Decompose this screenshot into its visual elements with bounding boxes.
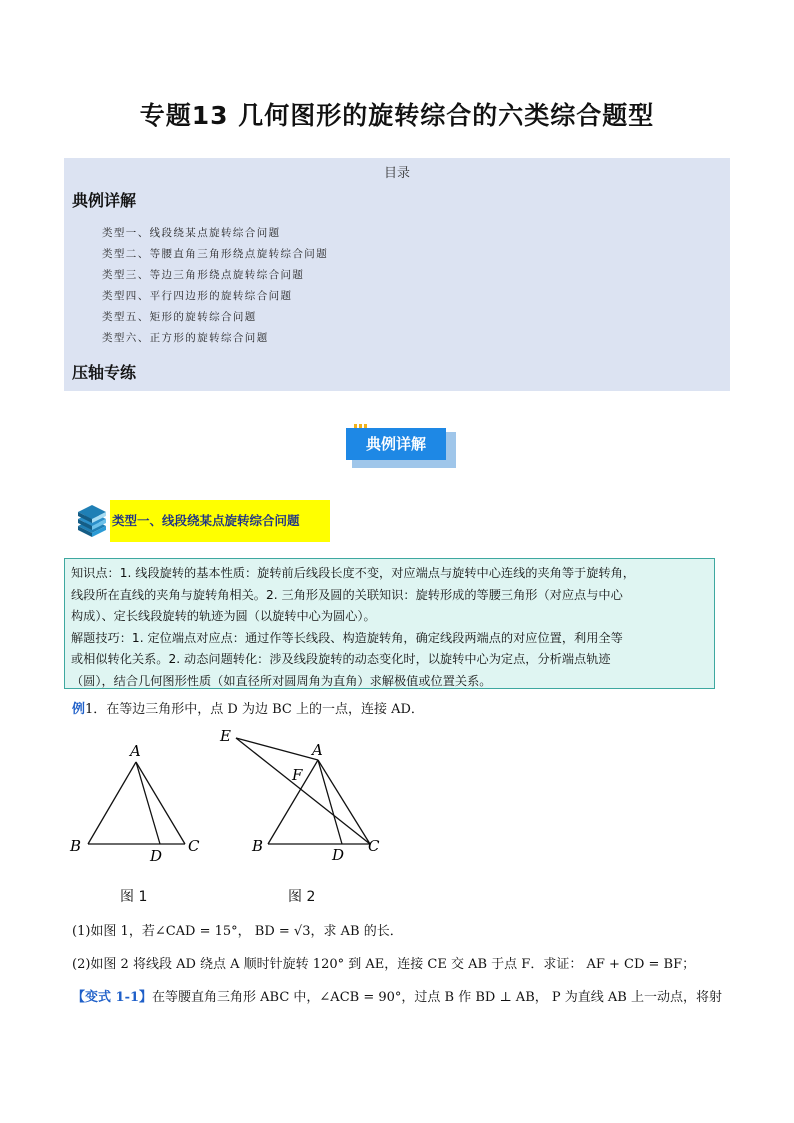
page-title: 专题13 几何图形的旋转综合的六类综合题型 bbox=[139, 101, 655, 130]
toc-item-4[interactable]: 类型四、平行四边形的旋转综合问题 bbox=[102, 290, 293, 302]
toc-section-examples[interactable]: 典例详解 bbox=[72, 191, 137, 210]
variant-line bbox=[72, 986, 722, 1005]
variant-label: 【变式 1-1】 bbox=[72, 990, 153, 1005]
knowledge-line-1: 知识点：1. 线段旋转的基本性质：旋转前后线段长度不变，对应端点与旋转中心连线的夹角等于旋转角， bbox=[71, 566, 635, 580]
figure-2-caption: 图 2 bbox=[288, 889, 316, 905]
example-text: 1．在等边三角形中，点 D 为边 BC 上的一点，连接 AD． bbox=[85, 702, 424, 717]
knowledge-box bbox=[64, 558, 715, 689]
fig2-label-f: F bbox=[292, 766, 303, 784]
fig2-label-b: B bbox=[252, 837, 264, 855]
knowledge-line-2: 线段所在直线的夹角与旋转角相关。2. 三角形及圆的关联知识：旋转形成的等腰三角形（对应点与中心 bbox=[71, 587, 623, 602]
fig2-segment-ae bbox=[236, 738, 318, 760]
fig2-segment-ad bbox=[318, 760, 342, 844]
example-label: 例 bbox=[72, 702, 86, 717]
figure-1-caption: 图 1 bbox=[120, 889, 148, 905]
knowledge-line-5: 或相似转化关系。2. 动态问题转化：涉及线段旋转的动态变化时，以旋转中心为定点，分析端点轨迹 bbox=[71, 652, 611, 666]
toc-section-practice[interactable]: 压轴专练 bbox=[72, 363, 137, 382]
toc-item-3[interactable]: 类型三、等边三角形绕点旋转综合问题 bbox=[102, 269, 305, 281]
knowledge-line-4: 解题技巧：1. 定位端点对应点：通过作等长线段、构造旋转角，确定线段两端点的对应位置，利用全等 bbox=[71, 630, 623, 645]
example-line bbox=[72, 698, 424, 717]
fig1-label-b: B bbox=[70, 837, 82, 855]
figure-2 bbox=[212, 725, 392, 870]
fig2-segment-ec bbox=[236, 738, 370, 844]
fig2-label-d: D bbox=[332, 846, 345, 864]
toc-item-6[interactable]: 类型六、正方形的旋转综合问题 bbox=[102, 332, 269, 344]
type-heading-label: 类型一、线段绕某点旋转综合问题 bbox=[110, 500, 330, 542]
fig2-label-e: E bbox=[220, 727, 231, 745]
toc-item-2[interactable]: 类型二、等腰直角三角形绕点旋转综合问题 bbox=[102, 248, 329, 260]
fig1-segment-ac bbox=[136, 762, 185, 844]
fig2-label-a: A bbox=[312, 741, 323, 759]
stacked-books-icon bbox=[74, 504, 110, 540]
fig2-segment-ac bbox=[318, 760, 370, 844]
question-1: (1)如图 1，若∠CAD = 15°， BD = √3，求 AB 的长． bbox=[72, 924, 403, 939]
variant-text: 在等腰直角三角形 ABC 中，∠ACB = 90°，过点 B 作 BD ⊥ AB， P 为直线 AB 上一动点，将射 bbox=[152, 990, 722, 1005]
knowledge-line-6: （圆），结合几何图形性质（如直径所对圆周角为直角）求解极值或位置关系。 bbox=[71, 673, 492, 688]
figure-1 bbox=[60, 735, 220, 870]
knowledge-line-3: 构成）、定长线段旋转的轨迹为圆（以旋转中心为圆心）。 bbox=[71, 609, 376, 623]
toc-heading: 目录 bbox=[383, 166, 410, 181]
banner-label: 典例详解 bbox=[346, 428, 446, 460]
fig1-segment-ab bbox=[88, 762, 136, 844]
table-of-contents bbox=[64, 158, 730, 391]
question-2: (2)如图 2 将线段 AD 绕点 A 顺时针旋转 120° 到 AE，连接 CE 交 AB 于点 F．求证： AF + CD = BF； bbox=[72, 957, 696, 972]
toc-item-5[interactable]: 类型五、矩形的旋转综合问题 bbox=[102, 311, 257, 323]
fig1-label-a: A bbox=[130, 742, 141, 760]
fig1-label-c: C bbox=[188, 837, 200, 855]
fig1-label-d: D bbox=[150, 847, 163, 865]
fig1-segment-ad bbox=[136, 762, 160, 844]
fig2-label-c: C bbox=[368, 837, 380, 855]
toc-item-1[interactable]: 类型一、线段绕某点旋转综合问题 bbox=[102, 227, 281, 239]
